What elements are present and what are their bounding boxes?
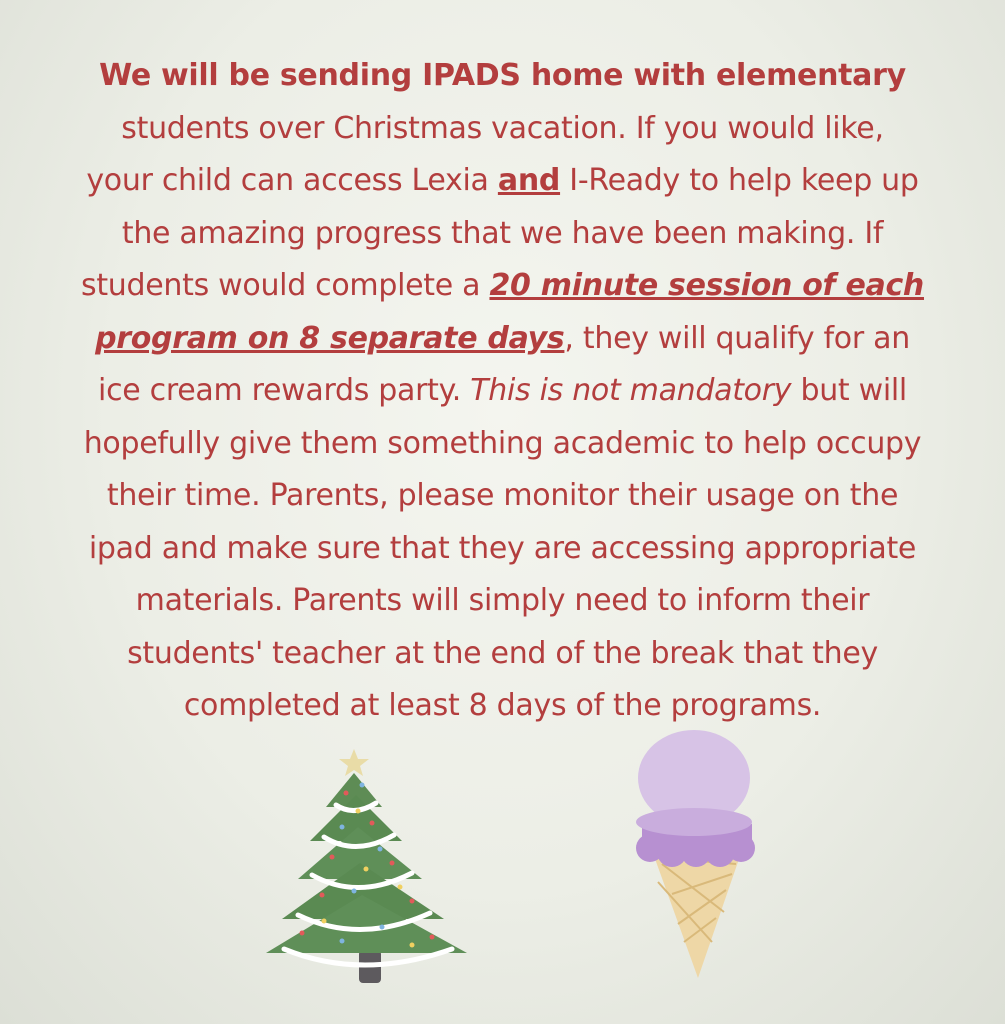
notice-text-segment: the amazing progress that we have been making. If: [121, 215, 884, 251]
christmas-tree-icon: [262, 745, 477, 990]
notice-text-segment: but will: [791, 373, 907, 408]
notice-line-4: [60, 208, 945, 261]
notice-text-segment: students would complete a: [81, 268, 490, 303]
notice-line-6: [60, 313, 945, 366]
notice-text-segment: I-Ready to help keep up: [560, 163, 919, 198]
notice-text-segment: students over Christmas vacation. If you would like,: [121, 110, 884, 146]
notice-text-segment: ipad and make sure that they are accessing appropriate: [88, 530, 917, 566]
underlined-and: and: [497, 163, 561, 198]
notice-text-segment: ice cream rewards party.: [98, 373, 471, 408]
notice-text-segment: We will be sending IPADS home with elementary: [99, 58, 906, 93]
notice-text-segment: their time. Parents, please monitor their usage on the: [106, 478, 899, 513]
notice-line-12: [60, 628, 945, 681]
italic-not-mandatory: This is not mandatory: [470, 373, 792, 408]
notice-text-segment: materials. Parents will simply need to inform their: [135, 583, 870, 618]
notice-line-11: [60, 575, 945, 628]
notice-text-segment: hopefully give them something academic to help occupy: [83, 425, 922, 461]
emphasis-separate-days: program on 8 separate days: [95, 320, 565, 356]
notice-line-2: [60, 103, 945, 156]
notice-line-8: [60, 418, 945, 471]
notice-line-3: [60, 155, 945, 208]
notice-text-segment: completed at least 8 days of the programs.: [183, 688, 822, 723]
notice-text-segment: , they will qualify for an: [564, 320, 910, 356]
notice-text-segment: your child can access Lexia: [86, 163, 498, 198]
notice-text-segment: students' teacher at the end of the break that they: [127, 635, 878, 671]
emphasis-session-requirement: 20 minute session of each: [489, 268, 924, 303]
notice-line-10: [60, 523, 945, 576]
notice-line-13: [60, 680, 945, 733]
notice-line-7: [60, 365, 945, 418]
ice-cream-cone-icon: [628, 728, 763, 993]
notice-text: [60, 50, 945, 733]
notice-line-1: [60, 50, 945, 103]
notice-line-9: [60, 470, 945, 523]
notice-paragraph: [60, 50, 945, 733]
notice-line-5: [60, 260, 945, 313]
